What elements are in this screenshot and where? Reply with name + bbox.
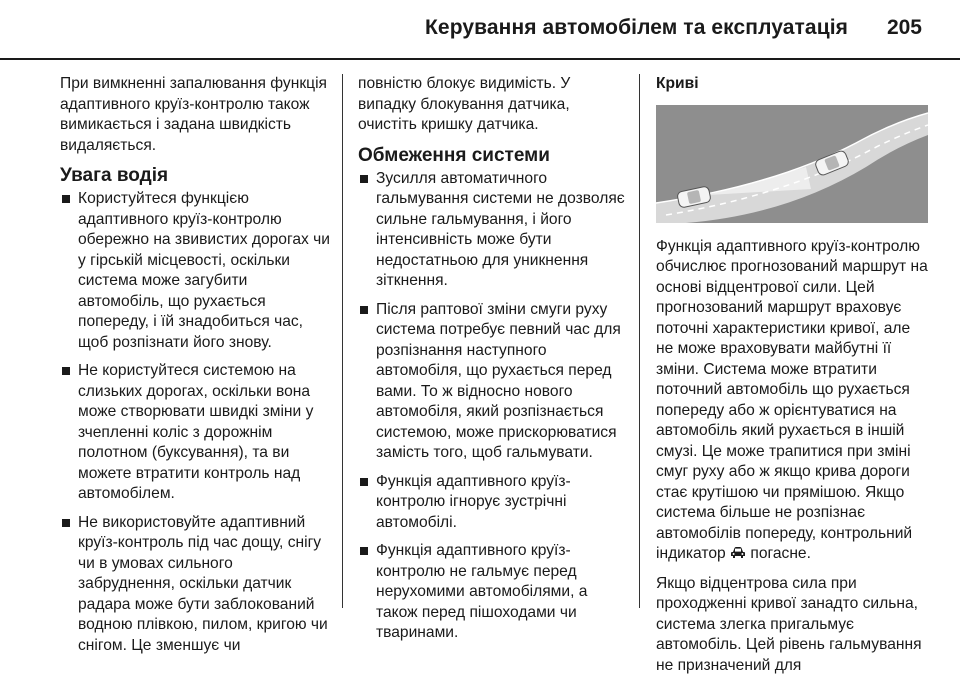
list-item [358,541,630,644]
limits-list [358,169,630,644]
column-middle [358,74,630,652]
square-bullet-icon [62,367,70,375]
list-item-text: Зусилля автоматичного гальмування системи не дозволяє сильне гальмування, і його інтенсивність може бути недостатньою для уникнення зіткнення. [376,169,625,289]
square-bullet-icon [360,175,368,183]
limits-heading: Обмеження системи [358,144,550,166]
list-item [60,513,332,657]
square-bullet-icon [360,478,368,486]
intro-paragraph: При вимкненні запалювання функція адаптивного круїз-контролю також вимикається і задана швидкість видаляється. [60,75,328,154]
square-bullet-icon [360,547,368,555]
list-item [358,300,630,464]
curves-paragraph-2: Якщо відцентрова сила при проходженні кривої занадто сильна, система злегка пригальмує автомобіль. Цей рівень гальмування не призначений для [656,574,922,674]
column-divider-right [639,74,640,608]
list-item-text: Функція адаптивного круїз-контролю ігнорує зустрічні автомобілі. [376,472,571,531]
square-bullet-icon [360,306,368,314]
curve-road-illustration [656,105,928,223]
car-front-icon [730,546,746,560]
page-header [0,0,960,62]
column-left [60,74,332,664]
column-divider-left [342,74,343,608]
list-item [60,189,332,353]
curves-paragraph-1-text: Функція адаптивного круїз-контролю обчислює прогнозований маршрут на основі відцентрової сили. Цей прогнозований маршрут враховує поточні характеристики кривої, але не може враховувати майбутні її зміни. Система може втратити поточний автомобіль що рухається попереду або ж орієнтуватися на автомобіль який рухається в іншій смузі. Це може трапитися при зміні смуг руху або ж якщо крива дороги стає крутішою чи прямішою. Якщо система більше не розпізнає автомобілів попереду, контрольний індикатор [656,237,928,562]
curves-paragraph-1 [656,237,928,565]
page-title: Керування автомобілем та експлуатація [425,16,848,39]
header-divider [0,58,960,60]
curves-paragraph-1-end: погасне. [750,545,811,562]
list-item [358,472,630,534]
square-bullet-icon [62,195,70,203]
square-bullet-icon [62,519,70,527]
list-item-text: Користуйтеся функцією адаптивного круїз-контролю обережно на звивистих дорогах чи у гірській місцевості, оскільки система може загубити автомобіль, що рухається попереду, і їй знадобиться час, щоб розпізнати його знову. [78,190,330,351]
list-item [60,361,332,505]
list-item-text: Функція адаптивного круїз-контролю не гальмує перед нерухомими автомобілями, а також перед пішоходами чи тваринами. [376,542,588,641]
warning-heading: Увага водія [60,165,169,186]
warning-list [60,189,332,656]
curves-heading: Криві [656,75,699,92]
list-item-text: Після раптової зміни смуги руху система потребує певний час для розпізнання наступного автомобіля, що рухається перед вами. То ж відносно нового автомобіля, який розпізнається системою, може прискорюватися замість того, щоб гальмувати. [376,300,621,461]
column-right [656,74,928,685]
page-number: 205 [886,16,922,39]
continuation-paragraph: повністю блокує видимість. У випадку блокування датчика, очистіть кришку датчика. [358,75,571,133]
list-item-text: Не користуйтеся системою на слизьких дорогах, оскільки вона може створювати швидкі зміни у зчепленні коліс з дорожнім полотном (буксування), та ви можете втратити контроль над автомобілем. [78,362,314,502]
list-item [358,169,630,292]
list-item-text: Не використовуйте адаптивний круїз-контроль під час дощу, снігу чи в умовах сильного забруднення, оскільки датчик радара може бути заблокований водною плівкою, пилом, кригою чи снігом. Це зменшує чи [78,513,328,654]
